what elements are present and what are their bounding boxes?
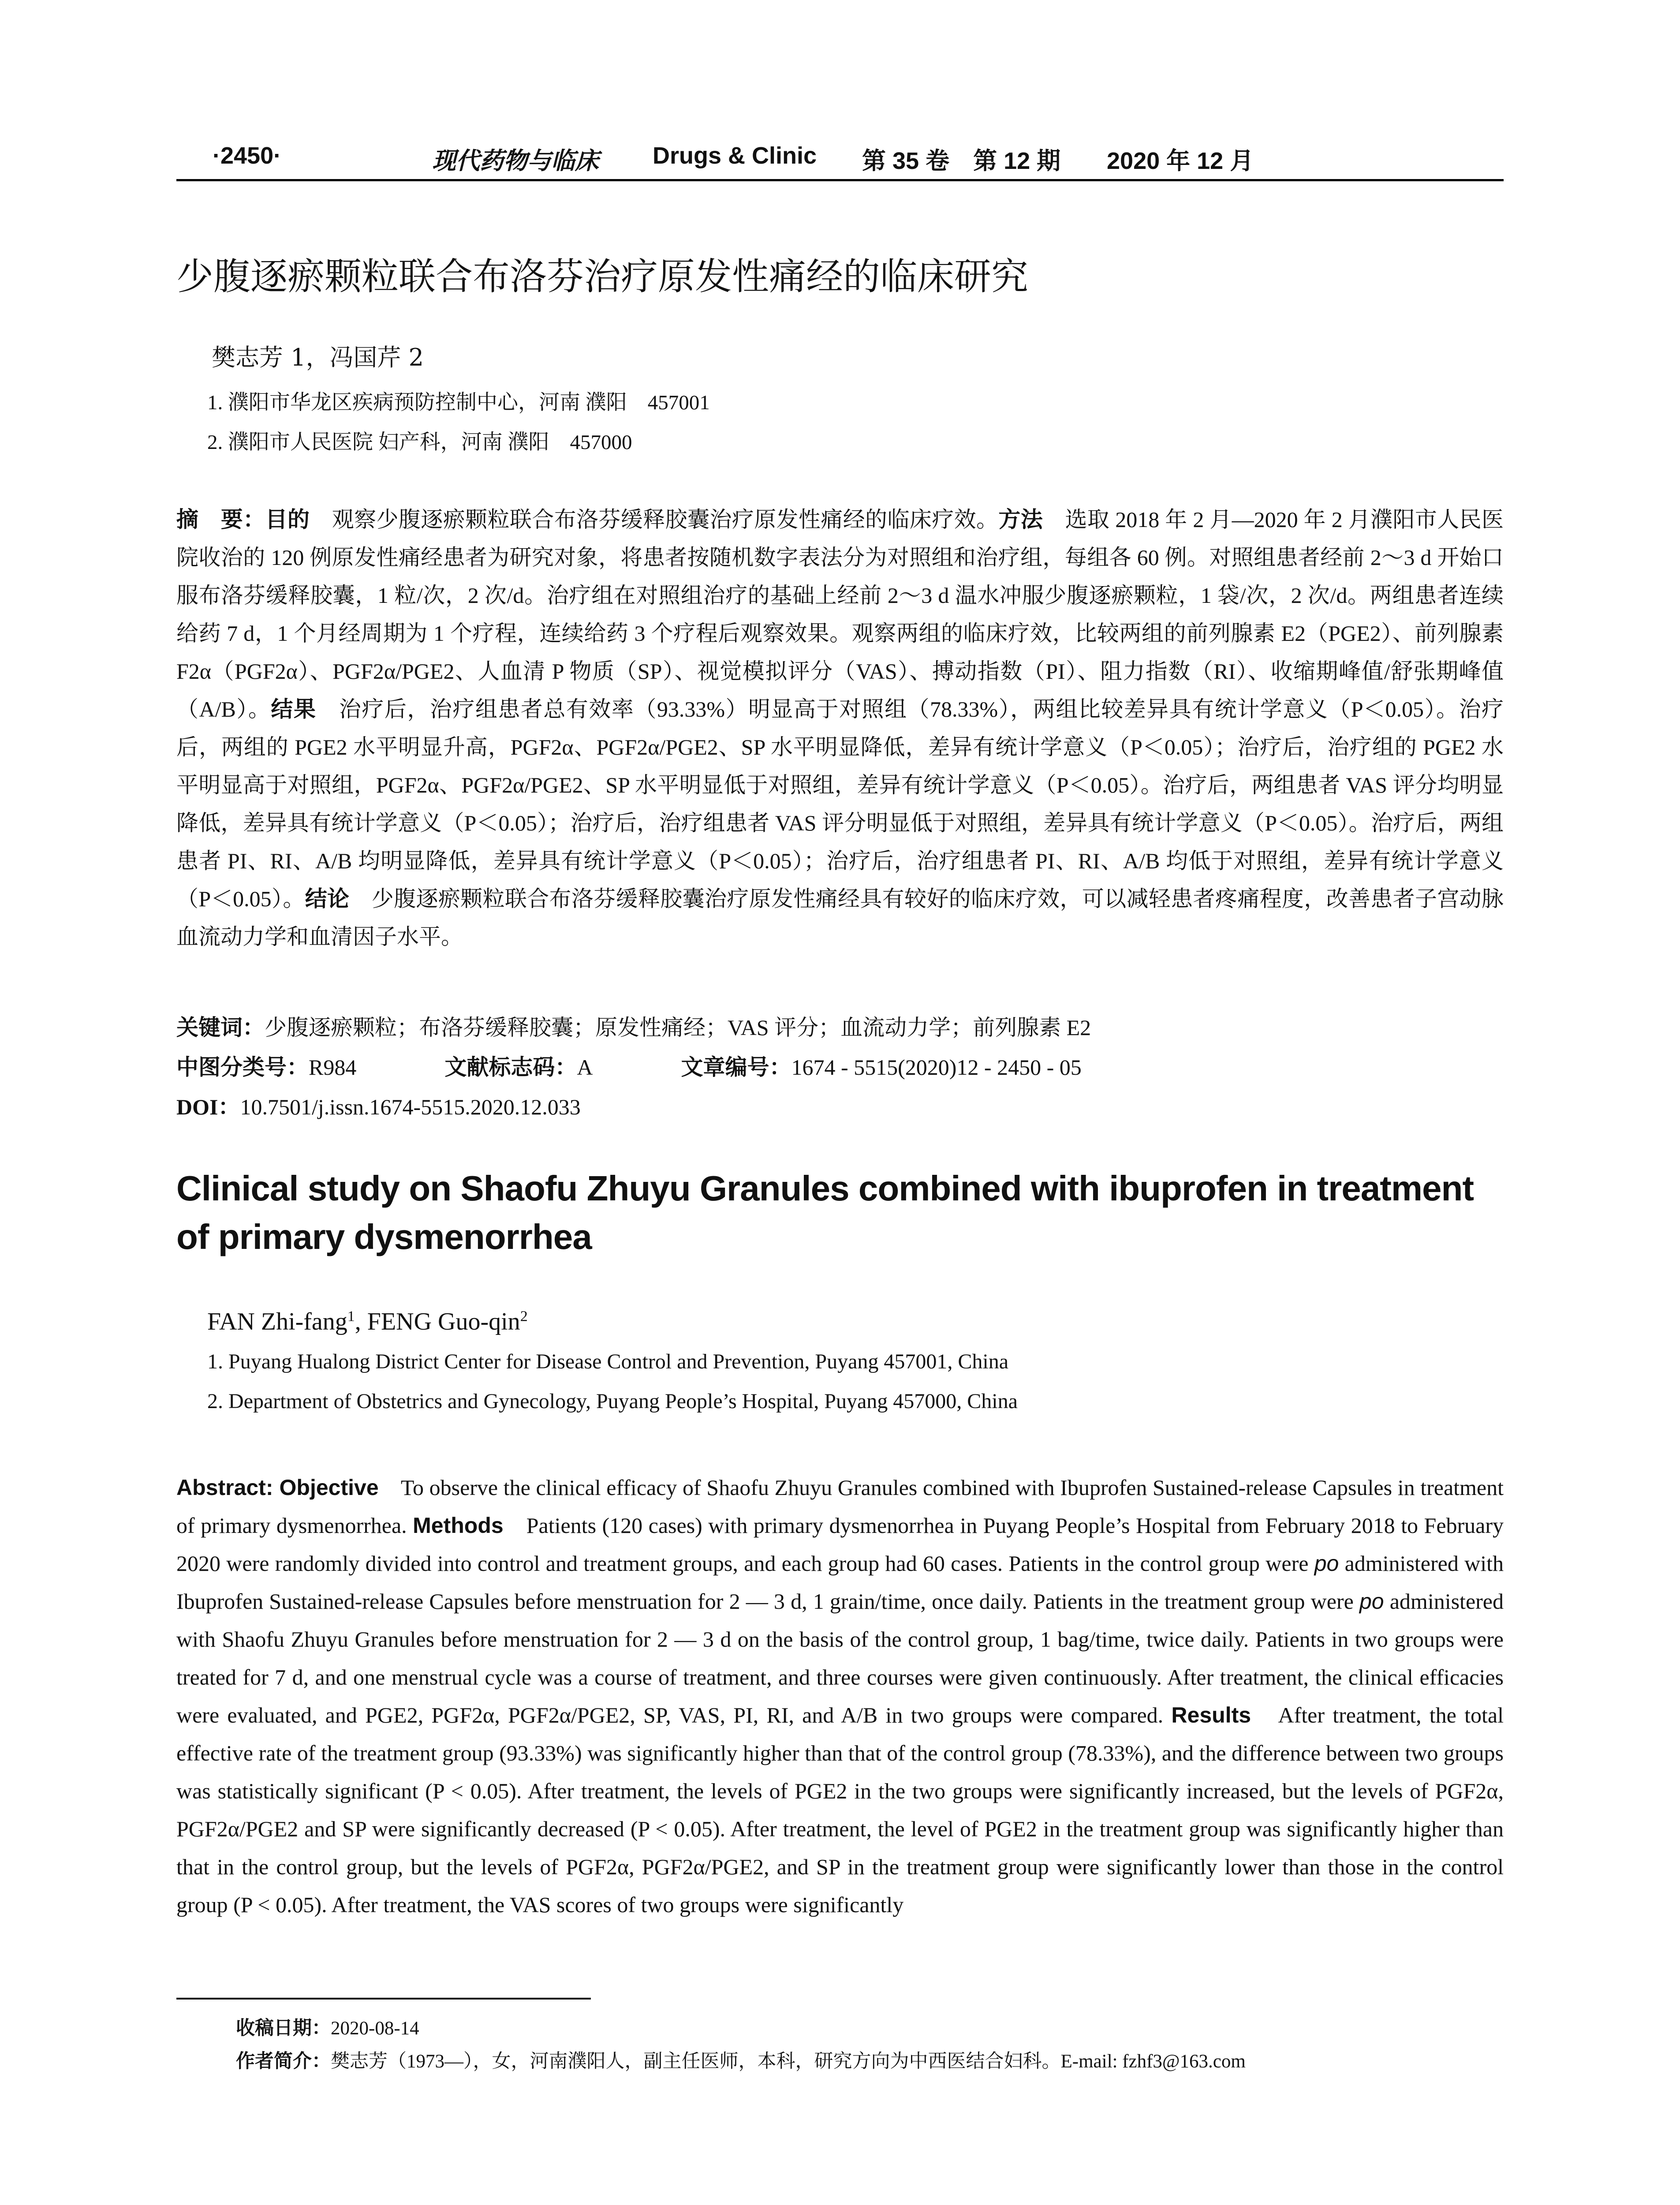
footnote-divider (176, 1998, 591, 1999)
abstract-cn-label: 摘 要： (176, 507, 265, 532)
objective-label-en: Objective (279, 1475, 379, 1500)
authors-en (207, 1308, 528, 1336)
article-title-en: Clinical study on Shaofu Zhuyu Granules combined with ibuprofen in treatment of primary dysmenorrhea (176, 1169, 1474, 1256)
clc-label: 中图分类号： (176, 1055, 309, 1080)
doc-value: A (577, 1055, 593, 1080)
article-number (681, 1055, 1081, 1080)
journal-name-cn: 现代药物与临床 (432, 146, 599, 175)
author-bio-text: 樊志芳（1973—），女，河南濮阳人，副主任医师，本科，研究方向为中西医结合妇科。E-mail: fzhf3@163.com (331, 2051, 1246, 2072)
article-value: 1674 - 5515(2020)12 - 2450 - 05 (791, 1055, 1082, 1080)
received-date (236, 2013, 419, 2040)
doi-line (176, 1089, 581, 1121)
abstract-en (176, 1469, 1504, 1924)
abstract-cn (176, 501, 1504, 956)
affiliation-cn-1: 1. 濮阳市华龙区疾病预防控制中心，河南 濮阳 457001 (207, 391, 710, 414)
keywords-text: 少腹逐瘀颗粒；布洛芬缓释胶囊；原发性痛经；VAS 评分；血流动力学；前列腺素 E2 (265, 1015, 1091, 1040)
objective-text-cn: 观察少腹逐瘀颗粒联合布洛芬缓释胶囊治疗原发性痛经的临床疗效。 (310, 507, 999, 532)
methods-text-en-1: Patients (120 cases) with primary dysmenorrhea in Puyang People’s Hospital from February 2018 to February 2020 were randomly divided into control and treatment groups, and each group had 60 cases. Patients in the control group were (176, 1513, 1504, 1576)
objective-text-en: To observe the clinical efficacy of Shaofu Zhuyu Granules combined with Ibuprofen Sustained-release Capsules in treatment of primary dysmenorrhea. (176, 1475, 1504, 1538)
methods-text-en-3: administered with Shaofu Zhuyu Granules before menstruation for 2 — 3 d on the basis of the control group, 1 bag/time, twice daily. Patients in two groups were treated for 7 d, and one menstrual cycle was a course of treatment, and three courses were given continuously. After treatment, the clinical efficacies were evaluated, and PGE2, PGF2α, PGF2α/PGE2, SP, VAS, PI, RI, and A/B in two groups were compared. (176, 1589, 1504, 1727)
methods-label-cn: 方法 (998, 507, 1043, 532)
keywords-cn (176, 1010, 1091, 1042)
page-number: ·2450· (213, 142, 282, 169)
methods-text-cn: 选取 2018 年 2 月—2020 年 2 月濮阳市人民医院收治的 120 例原发性痛经患者为研究对象，将患者按随机数字表法分为对照组和治疗组，每组各 60 例。对照组患者经前 2～3 d 开始口服布洛芬缓释胶囊，1 粒/次，2 次/d。治疗组在对照组治疗的基础上经前 2～3 d 温水冲服少腹逐瘀颗粒，1 袋/次，2 次/d。两组患者连续给药 7 d，1 个月经周期为 1 个疗程，连续给药 3 个疗程后观察效果。观察两组的临床疗效，比较两组的前列腺素 E2（PGE2）、前列腺素 F2α（PGF2α）、PGF2α/PGE2、人血清 P 物质（SP）、视觉模拟评分（VAS）、搏动指数（PI）、阻力指数（RI）、收缩期峰值/舒张期峰值（A/B）。 (176, 507, 1504, 721)
author-en-1-sup: 1 (347, 1308, 355, 1325)
doc-label: 文献标志码： (444, 1055, 577, 1080)
volume-issue: 第 35 卷 第 12 期 (862, 148, 1061, 174)
classification-line (176, 1050, 1170, 1081)
author-separator: , (355, 1308, 367, 1335)
results-label-en: Results (1171, 1703, 1251, 1727)
author-bio (236, 2046, 1246, 2073)
received-value: 2020-08-14 (331, 2018, 419, 2039)
affiliation-cn-2: 2. 濮阳市人民医院 妇产科，河南 濮阳 457000 (207, 431, 632, 454)
po-term-1: po (1314, 1551, 1339, 1576)
doi-label: DOI： (176, 1095, 240, 1119)
running-header (176, 140, 1504, 181)
author-en-2: FENG Guo-qin (367, 1308, 520, 1335)
keywords-label: 关键词： (176, 1015, 265, 1040)
abstract-en-label: Abstract: (176, 1475, 280, 1500)
objective-label-cn: 目的 (265, 507, 310, 532)
results-text-cn: 治疗后，治疗组患者总有效率（93.33%）明显高于对照组（78.33%），两组比较差异具有统计学意义（P＜0.05）。治疗后，两组的 PGE2 水平明显升高，PGF2α、PGF2α/PGE2、SP 水平明显降低，差异有统计学意义（P＜0.05）；治疗后，治疗组的 PGE2 水平明显高于对照组，PGF2α、PGF2α/PGE2、SP 水平明显低于对照组，差异有统计学意义（P＜0.05）。治疗后，两组患者 VAS 评分均明显降低，差异具有统计学意义（P＜0.05）；治疗后，治疗组患者 VAS 评分明显低于对照组，差异具有统计学意义（P＜0.05）。治疗后，两组患者 PI、RI、A/B 均明显降低，差异具有统计学意义（P＜0.05）；治疗后，治疗组患者 PI、RI、A/B 均低于对照组，差异有统计学意义（P＜0.05）。 (176, 697, 1504, 911)
author-en-2-sup: 2 (520, 1308, 528, 1325)
received-label: 收稿日期： (236, 2018, 331, 2039)
issue-date: 2020 年 12 月 (1107, 148, 1254, 174)
document-code (444, 1055, 593, 1080)
article-title-cn: 少腹逐瘀颗粒联合布洛芬治疗原发性痛经的临床研究 (176, 255, 1029, 298)
clc-value: R984 (309, 1055, 357, 1080)
author-en-1: FAN Zhi-fang (207, 1308, 347, 1335)
authors-cn: 樊志芳 1，冯国芹 2 (212, 344, 424, 371)
conclusion-text-cn: 少腹逐瘀颗粒联合布洛芬缓释胶囊治疗原发性痛经具有较好的临床疗效，可以减轻患者疼痛程度，改善患者子宫动脉血流动力学和血清因子水平。 (176, 886, 1504, 949)
conclusion-label-cn: 结论 (305, 886, 350, 911)
methods-label-en: Methods (413, 1513, 504, 1538)
journal-name-en: Drugs & Clinic (653, 142, 817, 169)
clc-number (176, 1055, 356, 1080)
affiliation-en-1: 1. Puyang Hualong District Center for Disease Control and Prevention, Puyang 457001, China (207, 1350, 1009, 1373)
article-label: 文章编号： (681, 1055, 791, 1080)
methods-text-en-2: administered with Ibuprofen Sustained-release Capsules before menstruation for 2 — 3 d, 1 grain/time, once daily. Patients in the treatment group were (176, 1551, 1504, 1614)
results-text-en: After treatment, the total effective rate of the treatment group (93.33%) was significantly higher than that of the control group (78.33%), and the difference between two groups was statistically significant (P < 0.05). After treatment, the levels of PGE2 in the two groups were significantly increased, but the levels of PGF2α, PGF2α/PGE2 and SP were significantly decreased (P < 0.05). After treatment, the level of PGE2 in the treatment group was significantly higher than that in the control group, but the levels of PGF2α, PGF2α/PGE2, and SP in the treatment group were significantly lower than those in the control group (P < 0.05). After treatment, the VAS scores of two groups were significantly (176, 1703, 1504, 1917)
author-bio-label: 作者简介： (236, 2051, 331, 2072)
affiliation-en-2: 2. Department of Obstetrics and Gynecology, Puyang People’s Hospital, Puyang 457000, China (207, 1390, 1018, 1413)
po-term-2: po (1359, 1589, 1384, 1614)
results-label-cn: 结果 (271, 697, 317, 721)
doi-link[interactable]: 10.7501/j.issn.1674-5515.2020.12.033 (240, 1095, 581, 1119)
